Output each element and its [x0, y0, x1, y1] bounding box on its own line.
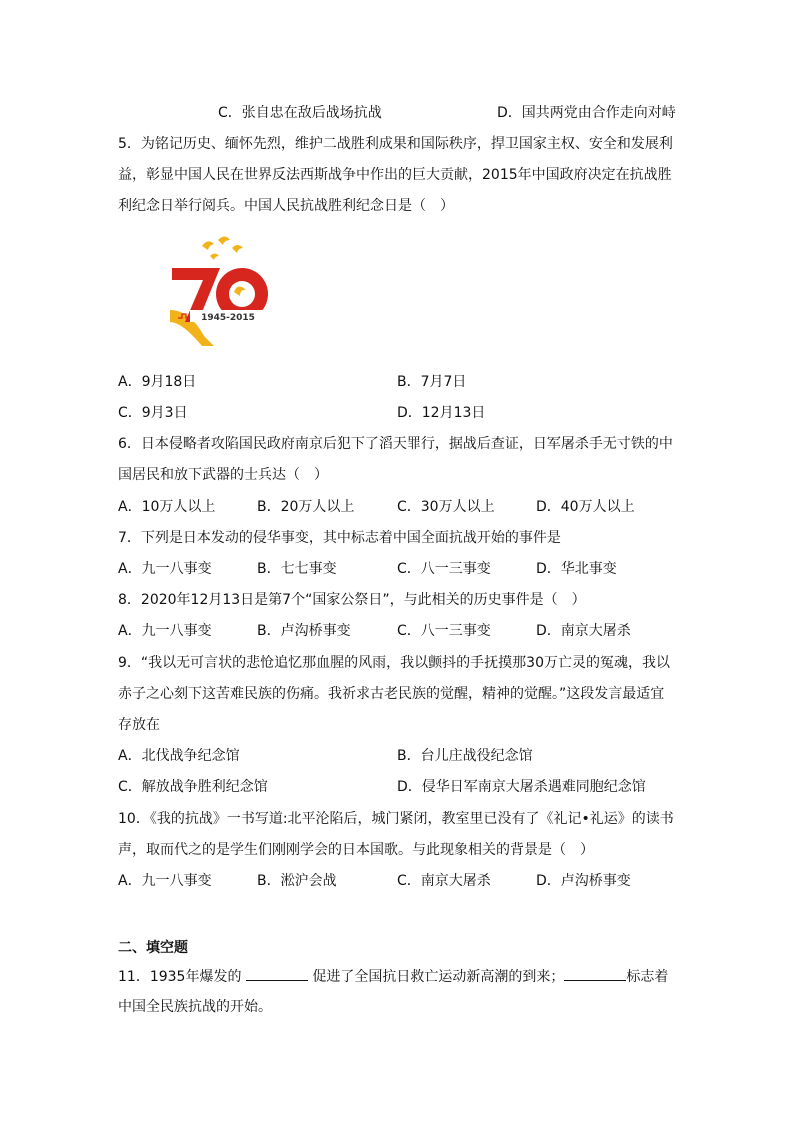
q8-option-a: A．九一八事变 — [118, 623, 212, 639]
q10-option-c: C．南京大屠杀 — [397, 873, 491, 889]
q6-option-d: D．40万人以上 — [536, 499, 635, 515]
section-2-title: 二、填空题 — [118, 940, 188, 956]
q8-option-d: D．南京大屠杀 — [536, 623, 631, 639]
q5-option-c: C．9月3日 — [118, 405, 188, 421]
q6-line-2: 国居民和放下武器的士兵达（ ） — [118, 467, 328, 483]
q5-line-1: 5．为铭记历史、缅怀先烈，维护二战胜利成果和国际秩序，捍卫国家主权、安全和发展利 — [118, 136, 673, 152]
q6-option-c: C．30万人以上 — [397, 499, 495, 515]
q5-line-2: 益，彰显中国人民在世界反法西斯战争中作出的巨大贡献，2015年中国政府决定在抗战胜 — [118, 167, 672, 183]
q9-option-c: C．解放战争胜利纪念馆 — [118, 779, 268, 795]
q10-line-2: 声，取而代之的是学生们刚刚学会的日本国歌。与此现象相关的背景是（ ） — [118, 842, 594, 858]
q5-option-a: A．9月18日 — [118, 374, 197, 390]
q9-option-d: D．侵华日军南京大屠杀遇难同胞纪念馆 — [397, 779, 646, 795]
prev-option-d: D．国共两党由合作走向对峙 — [497, 105, 676, 121]
q8-line-1: 8．2020年12月13日是第7个“国家公祭日”，与此相关的历史事件是（ ） — [118, 592, 586, 608]
q11-line-1 — [118, 966, 668, 986]
q11-blank-1[interactable] — [246, 966, 308, 981]
q5-line-3: 利纪念日举行阅兵。中国人民抗战胜利纪念日是（ ） — [118, 198, 454, 214]
q9-line-1: 9．“我以无可言状的悲怆追忆那血腥的风雨，我以颤抖的手抚摸那30万亡灵的冤魂，我以 — [118, 655, 670, 671]
q11-text-1: 11．1935年爆发的 — [118, 969, 242, 985]
q6-line-1: 6．日本侵略者攻陷国民政府南京后犯下了滔天罪行，据战后查证，日军屠杀手无寸铁的中 — [118, 436, 673, 452]
q10-option-a: A．九一八事变 — [118, 873, 212, 889]
q7-line-1: 7．下列是日本发动的侵华事变，其中标志着中国全面抗战开始的事件是 — [118, 530, 561, 546]
q9-option-a: A．北伐战争纪念馆 — [118, 748, 240, 764]
q11-text-3: 标志着 — [626, 969, 669, 985]
q10-option-b: B．淞沪会战 — [257, 873, 337, 889]
q7-option-d: D．华北事变 — [536, 561, 617, 577]
q9-option-b: B．台儿庄战役纪念馆 — [397, 748, 533, 764]
prev-option-c: C．张自忠在敌后战场抗战 — [218, 105, 382, 121]
q11-text-2: 促进了全国抗日救亡运动新高潮的到来； — [312, 969, 565, 985]
anniversary-70-logo — [160, 232, 280, 354]
q8-option-c: C．八一三事变 — [397, 623, 491, 639]
logo-years-text: 1945-2015 — [201, 313, 255, 323]
q9-line-3: 存放在 — [118, 717, 160, 733]
q9-line-2: 赤子之心刻下这苦难民族的伤痛。我祈求古老民族的觉醒，精神的觉醒。”这段发言最适宜 — [118, 686, 665, 702]
q7-option-a: A．九一八事变 — [118, 561, 212, 577]
q6-option-a: A．10万人以上 — [118, 499, 216, 515]
q6-option-b: B．20万人以上 — [257, 499, 355, 515]
q11-blank-2[interactable] — [564, 966, 626, 981]
q10-line-1: 10．《我的抗战》一书写道:北平沦陷后，城门紧闭，教室里已没有了《礼记•礼运》的读书 — [118, 811, 674, 827]
q7-option-b: B．七七事变 — [257, 561, 337, 577]
q10-option-d: D．卢沟桥事变 — [536, 873, 631, 889]
q7-option-c: C．八一三事变 — [397, 561, 491, 577]
q5-option-d: D．12月13日 — [397, 405, 486, 421]
q8-option-b: B．卢沟桥事变 — [257, 623, 351, 639]
q11-line-2: 中国全民族抗战的开始。 — [118, 999, 272, 1015]
q5-option-b: B．7月7日 — [397, 374, 467, 390]
